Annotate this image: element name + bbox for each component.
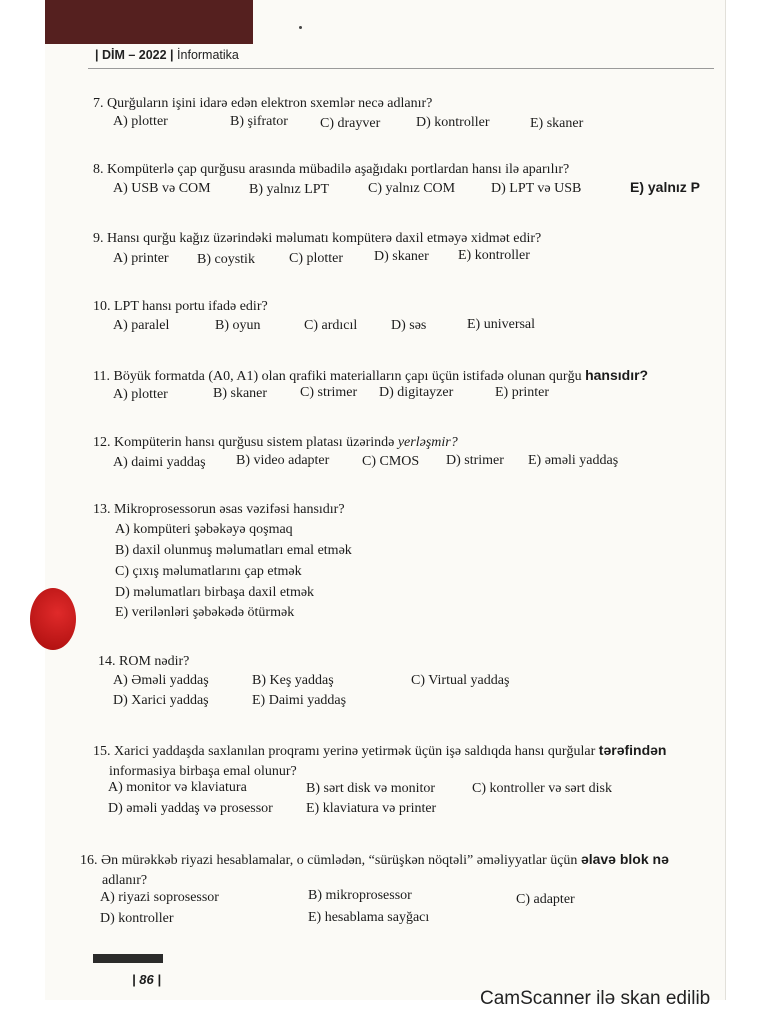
option-d: D) strimer	[446, 453, 504, 468]
question-text: 15. Xarici yaddaşda saxlanılan proqramı yerinə yetirmək üçün işə saldıqda hansı qurğular	[93, 744, 596, 759]
option-a: A) paralel	[113, 318, 170, 333]
top-color-bar	[45, 0, 253, 44]
question-text: 14. ROM nədir?	[98, 654, 190, 669]
question-text-end: tərəfindən	[598, 742, 667, 758]
option-c: C) CMOS	[362, 454, 420, 469]
option-e: E) klaviatura və printer	[306, 801, 437, 816]
option-e: E) skaner	[530, 116, 584, 131]
question-9	[93, 229, 541, 249]
option-a: A) USB və COM	[113, 181, 211, 196]
red-finger-blob	[30, 588, 76, 650]
option-b: B) Keş yaddaş	[252, 673, 334, 688]
option-d: D) kontroller	[100, 911, 174, 926]
question-text: 7. Qurğuların işini idarə edən elektron sxemlər necə adlanır?	[93, 96, 433, 111]
question-text-line2: adlanır?	[102, 873, 148, 888]
question-13	[93, 500, 345, 520]
question-16	[80, 849, 669, 891]
question-text: 13. Mikroprosessorun əsas vəzifəsi hansıdır?	[93, 502, 345, 517]
option-e: E) yalnız P	[630, 179, 701, 195]
option-c: C) Virtual yaddaş	[411, 673, 510, 688]
option-b: B) şifrator	[230, 114, 288, 129]
option-a: A) plotter	[113, 114, 168, 129]
question-text: 9. Hansı qurğu kağız üzərindəki məlumatı kompüterə daxil etməyə xidmət edir?	[93, 231, 542, 246]
option-d: D) LPT və USB	[491, 181, 582, 196]
question-text: 8. Kompüterlə çap qurğusu arasında mübadilə aşağıdakı portlardan hansı ilə aparılır?	[93, 162, 570, 177]
option-c: C) adapter	[516, 892, 575, 907]
question-text: 12. Kompüterin hansı qurğusu sistem platası üzərində	[93, 435, 395, 450]
option-b: B) oyun	[215, 318, 261, 333]
question-15	[93, 740, 666, 782]
option-a: A) plotter	[113, 387, 168, 402]
question-11	[93, 365, 648, 387]
page-number: | 86 |	[132, 972, 161, 987]
option-d: D) skaner	[374, 249, 429, 264]
question-7	[93, 94, 432, 114]
option-c: C) çıxış məlumatlarını çap etmək	[115, 564, 302, 579]
option-b: B) sərt disk və monitor	[306, 781, 436, 796]
option-a: A) kompüteri şəbəkəyə qoşmaq	[115, 522, 293, 537]
scanner-watermark: CamScanner ilə skan edilib	[480, 988, 711, 1009]
option-b: B) mikroprosessor	[308, 888, 412, 903]
option-a: A) printer	[113, 251, 169, 266]
option-d: D) kontroller	[416, 115, 490, 130]
question-14	[98, 652, 189, 672]
option-a: A) riyazi soprosessor	[100, 890, 219, 905]
option-d: D) Xarici yaddaş	[113, 693, 209, 708]
question-text: 16. Ən mürəkkəb riyazi hesablamalar, o cümlədən, “sürüşkən nöqtəli” əməliyyatlar üçün	[80, 853, 578, 868]
question-text: 11. Böyük formatda (A0, A1) olan qrafiki materialların çapı üçün istifadə olunan qurğu	[93, 369, 582, 384]
option-d: D) məlumatları birbaşa daxil etmək	[115, 585, 315, 600]
footer-bar	[93, 954, 163, 963]
option-c: C) kontroller və sərt disk	[472, 781, 612, 796]
option-a: A) daimi yaddaş	[113, 455, 206, 470]
option-e: E) universal	[467, 317, 536, 332]
option-c: C) ardıcıl	[304, 318, 358, 333]
header-rule	[88, 68, 714, 69]
option-d: D) əməli yaddaş və prosessor	[108, 801, 273, 816]
question-text-end: hansıdır?	[585, 367, 649, 383]
option-e: E) verilənləri şəbəkədə ötürmək	[115, 605, 295, 620]
option-b: B) yalnız LPT	[249, 182, 330, 197]
option-b: B) daxil olunmuş məlumatları emal etmək	[115, 543, 352, 558]
page-header	[95, 48, 239, 62]
question-text: 10. LPT hansı portu ifadə edir?	[93, 299, 268, 314]
question-10	[93, 297, 268, 317]
subject-label: İnformatika	[177, 48, 239, 62]
option-e: E) printer	[495, 385, 550, 400]
option-b: B) video adapter	[236, 453, 330, 468]
option-c: C) drayver	[320, 116, 381, 131]
question-12	[93, 433, 458, 453]
option-e: E) kontroller	[458, 248, 530, 263]
option-c: C) strimer	[300, 385, 358, 400]
question-text-end: əlavə blok nə	[580, 851, 669, 867]
option-e: E) hesablama sayğacı	[308, 910, 430, 925]
exam-label: | DİM – 2022 |	[95, 48, 174, 62]
option-e: E) Daimi yaddaş	[252, 693, 347, 708]
option-c: C) plotter	[289, 251, 344, 266]
option-d: D) digitayzer	[379, 385, 454, 400]
option-b: B) skaner	[213, 386, 268, 401]
option-a: A) Əməli yaddaş	[113, 673, 209, 688]
option-b: B) coystik	[197, 252, 255, 267]
option-d: D) səs	[391, 318, 427, 333]
option-a: A) monitor və klaviatura	[108, 780, 247, 795]
option-e: E) əməli yaddaş	[528, 453, 619, 468]
question-text-end: yerləşmir?	[397, 435, 458, 450]
option-c: C) yalnız COM	[368, 181, 456, 196]
question-8	[93, 160, 569, 180]
speck	[299, 26, 302, 29]
question-text-line2: informasiya birbaşa emal olunur?	[109, 764, 297, 779]
